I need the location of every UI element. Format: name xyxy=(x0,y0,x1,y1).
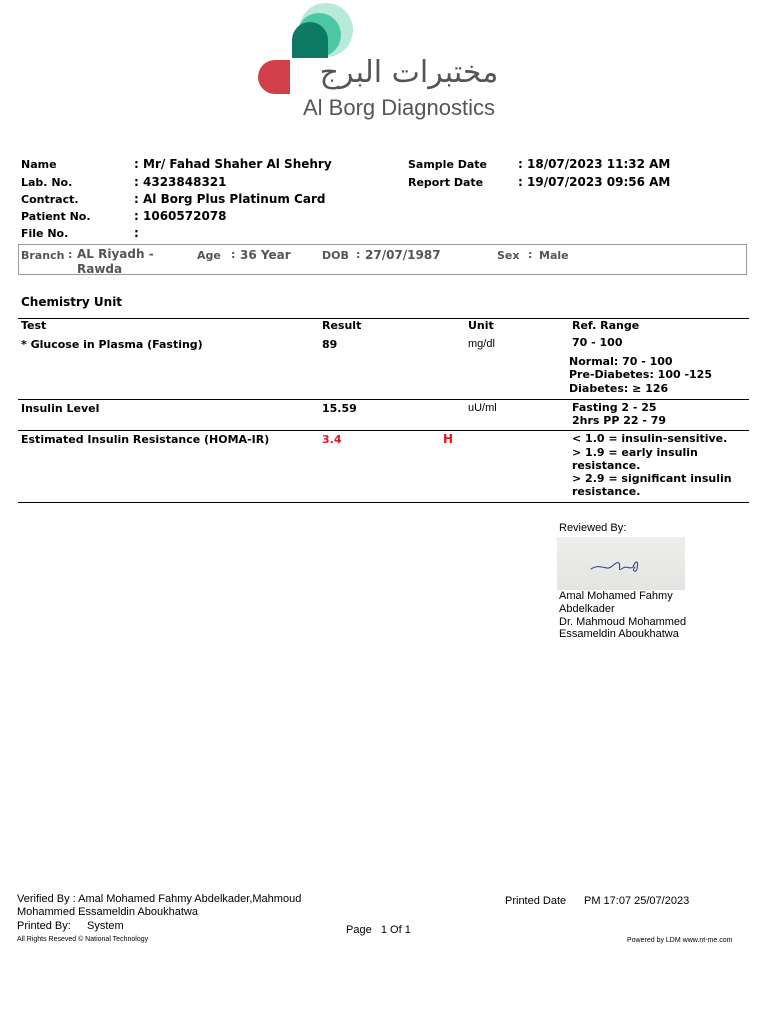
row-glucose-result: 89 xyxy=(322,338,338,351)
dob-label: DOB xyxy=(322,249,349,262)
file-no-colon: : xyxy=(134,226,139,240)
signature-image xyxy=(557,537,685,590)
row-glucose-ref-normal: Normal: 70 - 100 xyxy=(569,355,673,368)
patient-name: Mr/ Fahad Shaher Al Shehry xyxy=(143,157,332,171)
lab-no-label: Lab. No. xyxy=(21,176,73,189)
powered-by-text: Powered by LDM www.nt-me.com xyxy=(627,937,733,944)
row-glucose-ref-prediabetes: Pre-Diabetes: 100 -125 xyxy=(569,368,712,381)
lab-no-value: 4323848321 xyxy=(143,175,227,189)
printed-date-label: Printed Date xyxy=(505,895,567,907)
contract-colon: : xyxy=(134,192,139,206)
contract-label: Contract. xyxy=(21,193,79,206)
row-rule-2 xyxy=(18,430,749,431)
verified-by-line-2: Mohammed Essameldin Aboukhatwa xyxy=(17,906,198,918)
row-homa-test: Estimated Insulin Resistance (HOMA-IR) xyxy=(21,433,270,446)
patient-no-colon: : xyxy=(134,209,139,223)
printed-by-label: Printed By: xyxy=(17,920,71,932)
reviewed-by-label: Reviewed By: xyxy=(559,522,627,534)
page-number: Page 1 Of 1 xyxy=(346,924,411,936)
row-insulin-test: Insulin Level xyxy=(21,402,100,415)
sex-label: Sex xyxy=(497,249,520,262)
row-glucose-ref: 70 - 100 xyxy=(572,336,623,349)
row-glucose-unit: mg/dl xyxy=(468,338,495,350)
contract-value: Al Borg Plus Platinum Card xyxy=(143,192,326,206)
age-label: Age xyxy=(197,249,221,262)
row-insulin-ref-pp: 2hrs PP 22 - 79 xyxy=(572,414,667,427)
col-header-ref: Ref. Range xyxy=(572,319,640,332)
col-header-result: Result xyxy=(322,319,362,332)
dob-value: 27/07/1987 xyxy=(365,248,441,262)
row-homa-ref-2: > 1.9 = early insulin xyxy=(572,446,698,459)
sample-date-colon: : xyxy=(518,157,523,171)
table-top-rule xyxy=(18,318,749,319)
dob-colon: : xyxy=(356,248,361,261)
logo xyxy=(250,0,530,125)
table-bottom-rule xyxy=(18,502,749,503)
row-glucose-ref-diabetes: Diabetes: ≥ 126 xyxy=(569,382,669,395)
verified-by-line-1: Verified By : Amal Mohamed Fahmy Abdelkader,Mahmoud xyxy=(17,893,302,905)
branch-line-1: AL Riyadh - xyxy=(77,247,154,261)
reviewer-name-3: Dr. Mahmoud Mohammed xyxy=(559,616,687,628)
rights-text: All Rights Reseved © National Technology xyxy=(17,936,149,943)
branch-colon: : xyxy=(68,248,73,261)
logo-name: Al Borg Diagnostics xyxy=(303,95,495,120)
signature-icon xyxy=(557,537,685,590)
branch-label: Branch xyxy=(21,249,65,262)
logo-shape-dark xyxy=(292,22,328,58)
reviewer-name-4: Essameldin Aboukhatwa xyxy=(559,628,679,640)
branch-line-2: Rawda xyxy=(77,262,123,276)
sample-date-value: 18/07/2023 11:32 AM xyxy=(527,157,671,171)
report-date-colon: : xyxy=(518,175,523,189)
patient-no-label: Patient No. xyxy=(21,210,91,223)
file-no-label: File No. xyxy=(21,227,69,240)
sex-value: Male xyxy=(539,249,569,262)
row-homa-ref-4: > 2.9 = significant insulin xyxy=(572,472,732,485)
lab-no-colon: : xyxy=(134,175,139,189)
printed-date-value: PM 17:07 25/07/2023 xyxy=(584,895,690,907)
name-colon: : xyxy=(134,157,139,171)
row-homa-flag: H xyxy=(443,432,454,446)
row-insulin-unit: uU/ml xyxy=(468,402,497,414)
row-homa-result: 3.4 xyxy=(322,433,342,446)
sample-date-label: Sample Date xyxy=(408,158,488,171)
patient-no-value: 1060572078 xyxy=(143,209,227,223)
reviewer-name-2: Abdelkader xyxy=(559,603,615,615)
row-homa-ref-3: resistance. xyxy=(572,459,641,472)
report-date-label: Report Date xyxy=(408,176,484,189)
sex-colon: : xyxy=(528,248,533,261)
report-date-value: 19/07/2023 09:56 AM xyxy=(527,175,671,189)
col-header-test: Test xyxy=(21,319,47,332)
unit-title: Chemistry Unit xyxy=(21,295,123,309)
row-rule-1 xyxy=(18,399,749,400)
row-insulin-ref-fasting: Fasting 2 - 25 xyxy=(572,401,657,414)
col-header-unit: Unit xyxy=(468,319,494,332)
row-glucose-test: * Glucose in Plasma (Fasting) xyxy=(21,338,203,351)
row-homa-ref-1: < 1.0 = insulin-sensitive. xyxy=(572,432,728,445)
row-insulin-result: 15.59 xyxy=(322,402,357,415)
row-homa-ref-5: resistance. xyxy=(572,485,641,498)
reviewer-name-1: Amal Mohamed Fahmy xyxy=(559,590,673,602)
logo-shape-red xyxy=(258,60,290,94)
printed-by-value: System xyxy=(87,920,124,932)
logo-arabic: مختبرات البرج xyxy=(319,55,499,90)
name-label: Name xyxy=(21,158,57,171)
age-value: 36 Year xyxy=(240,248,291,262)
age-colon: : xyxy=(231,248,236,261)
